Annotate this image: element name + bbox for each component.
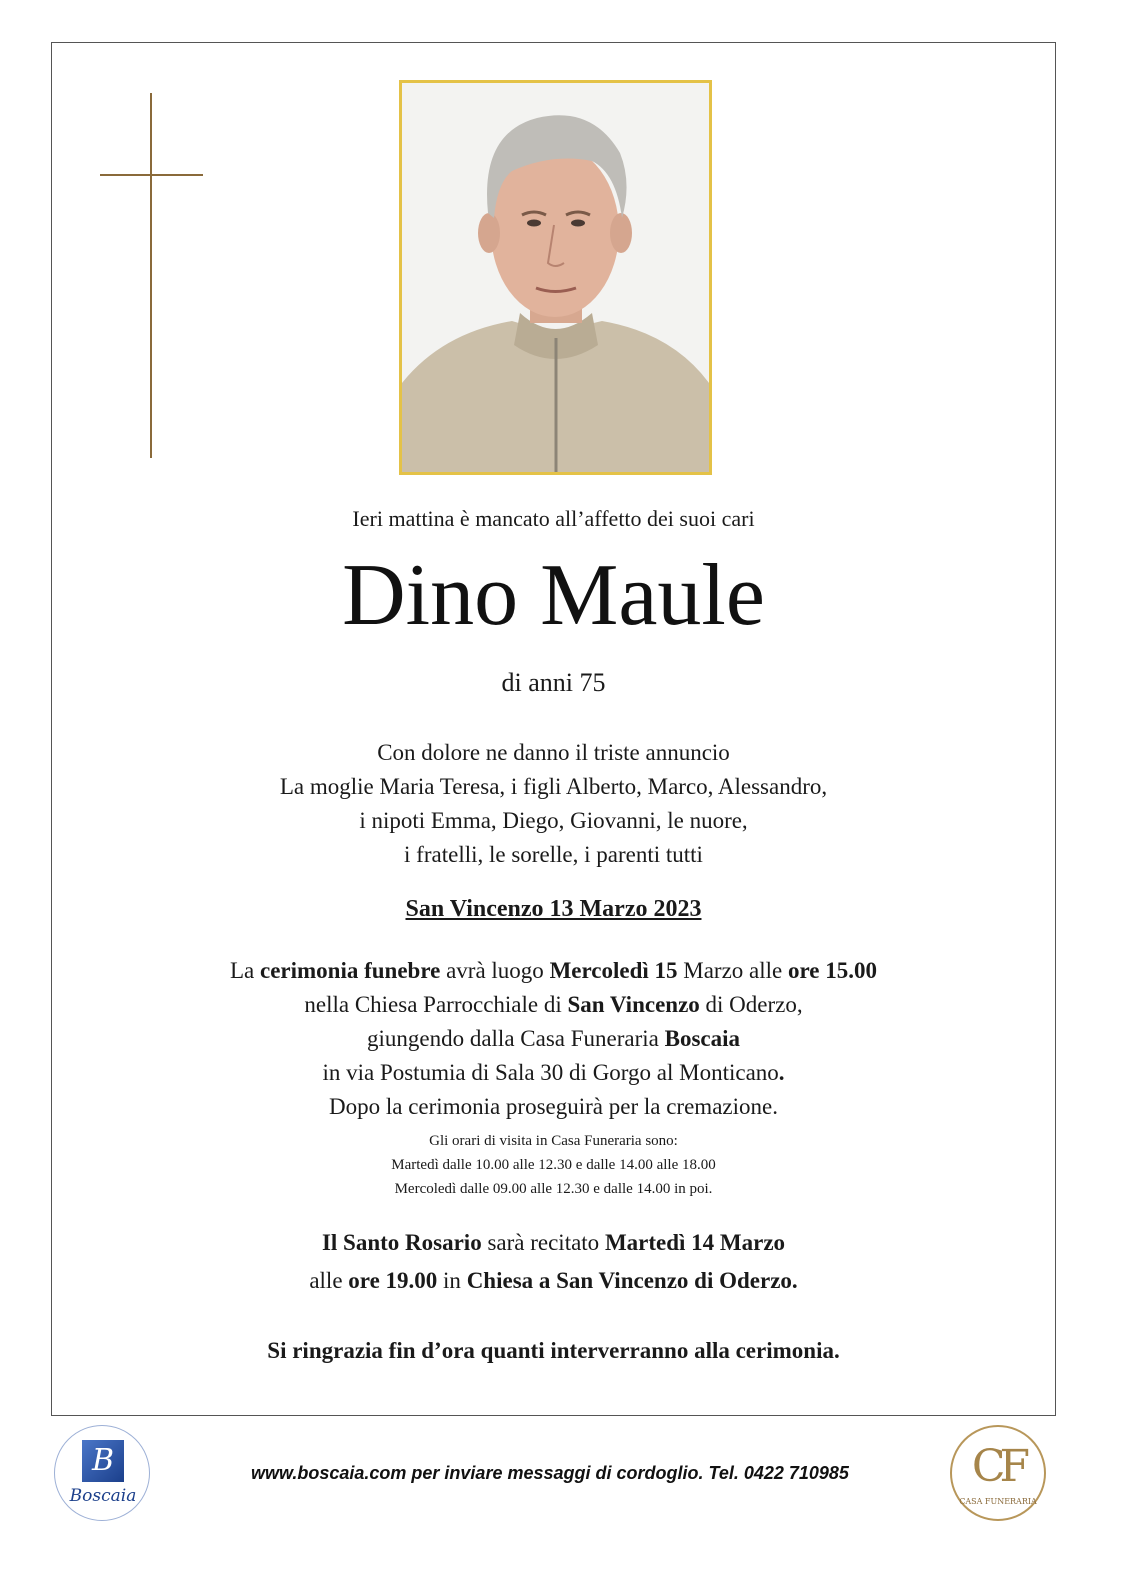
text-bold: Martedì 14 Marzo bbox=[604, 1230, 786, 1255]
casa-funeraria-logo bbox=[950, 1425, 1046, 1521]
text-bold: Chiesa a San Vincenzo di Oderzo. bbox=[466, 1268, 798, 1293]
place-date: San Vincenzo 13 Marzo 2023 bbox=[405, 896, 702, 922]
family-line: i fratelli, le sorelle, i parenti tutti bbox=[404, 842, 703, 867]
boscaia-monogram: B bbox=[82, 1440, 124, 1482]
deceased-name: Dino Maule bbox=[342, 547, 765, 644]
visits-line: Gli orari di visita in Casa Funeraria sono: bbox=[429, 1133, 678, 1149]
text: nella Chiesa Parrocchiale di bbox=[304, 992, 568, 1017]
ceremony-line bbox=[51, 954, 1056, 988]
family-line: La moglie Maria Teresa, i figli Alberto, Marco, Alessandro, bbox=[279, 774, 828, 799]
cross-icon-bar bbox=[100, 174, 203, 176]
ceremony-line bbox=[51, 1056, 1056, 1090]
text: di Oderzo, bbox=[699, 992, 803, 1017]
rosary-line bbox=[51, 1224, 1056, 1262]
text: La bbox=[229, 958, 260, 983]
text: alle bbox=[309, 1268, 349, 1293]
text-bold: Il Santo Rosario bbox=[321, 1230, 482, 1255]
portrait-photo bbox=[399, 80, 712, 475]
text: giungendo dalla Casa Funeraria bbox=[366, 1026, 665, 1051]
family-line: i nipoti Emma, Diego, Giovanni, le nuore, bbox=[359, 808, 748, 833]
rosary-details bbox=[51, 1224, 1056, 1300]
text: sarà recitato bbox=[481, 1230, 605, 1255]
visits-line: Martedì dalle 10.00 alle 12.30 e dalle 14.00 alle 18.00 bbox=[391, 1157, 716, 1173]
family-announcement bbox=[51, 736, 1056, 872]
casa-funeraria-subtitle: CASA FUNERARIA bbox=[959, 1497, 1037, 1506]
text-bold: ore 15.00 bbox=[788, 958, 878, 983]
casa-funeraria-monogram: CF bbox=[971, 1441, 1025, 1492]
text-bold: . bbox=[778, 1060, 785, 1085]
age-line: di anni 75 bbox=[501, 668, 606, 697]
visiting-hours bbox=[51, 1129, 1056, 1201]
family-line: Con dolore ne danno il triste annuncio bbox=[377, 740, 730, 765]
boscaia-logo bbox=[54, 1425, 150, 1521]
rosary-line bbox=[51, 1262, 1056, 1300]
text: in bbox=[437, 1268, 467, 1293]
boscaia-wordmark: Boscaia bbox=[69, 1486, 137, 1506]
ceremony-details bbox=[51, 954, 1056, 1124]
text: in via Postumia di Sala 30 di Gorgo al Monticano bbox=[322, 1060, 779, 1085]
cross-icon bbox=[150, 93, 152, 458]
text: Marzo alle bbox=[677, 958, 788, 983]
ceremony-line: Dopo la cerimonia proseguirà per la cremazione. bbox=[329, 1094, 778, 1119]
text-bold: ore 19.00 bbox=[348, 1268, 438, 1293]
text-bold: Boscaia bbox=[664, 1026, 741, 1051]
ceremony-line bbox=[51, 988, 1056, 1022]
ceremony-line bbox=[51, 1022, 1056, 1056]
text: avrà luogo bbox=[440, 958, 550, 983]
text-bold: cerimonia funebre bbox=[259, 958, 441, 983]
thanks-line: Si ringrazia fin d’ora quanti interverranno alla cerimonia. bbox=[267, 1338, 840, 1363]
intro-line: Ieri mattina è mancato all’affetto dei suoi cari bbox=[352, 506, 755, 531]
text-bold: Mercoledì 15 bbox=[549, 958, 678, 983]
text-bold: San Vincenzo bbox=[567, 992, 700, 1017]
footer-contact: www.boscaia.com per inviare messaggi di cordoglio. Tel. 0422 710985 bbox=[251, 1463, 849, 1483]
visits-line: Mercoledì dalle 09.00 alle 12.30 e dalle 14.00 in poi. bbox=[394, 1181, 713, 1197]
